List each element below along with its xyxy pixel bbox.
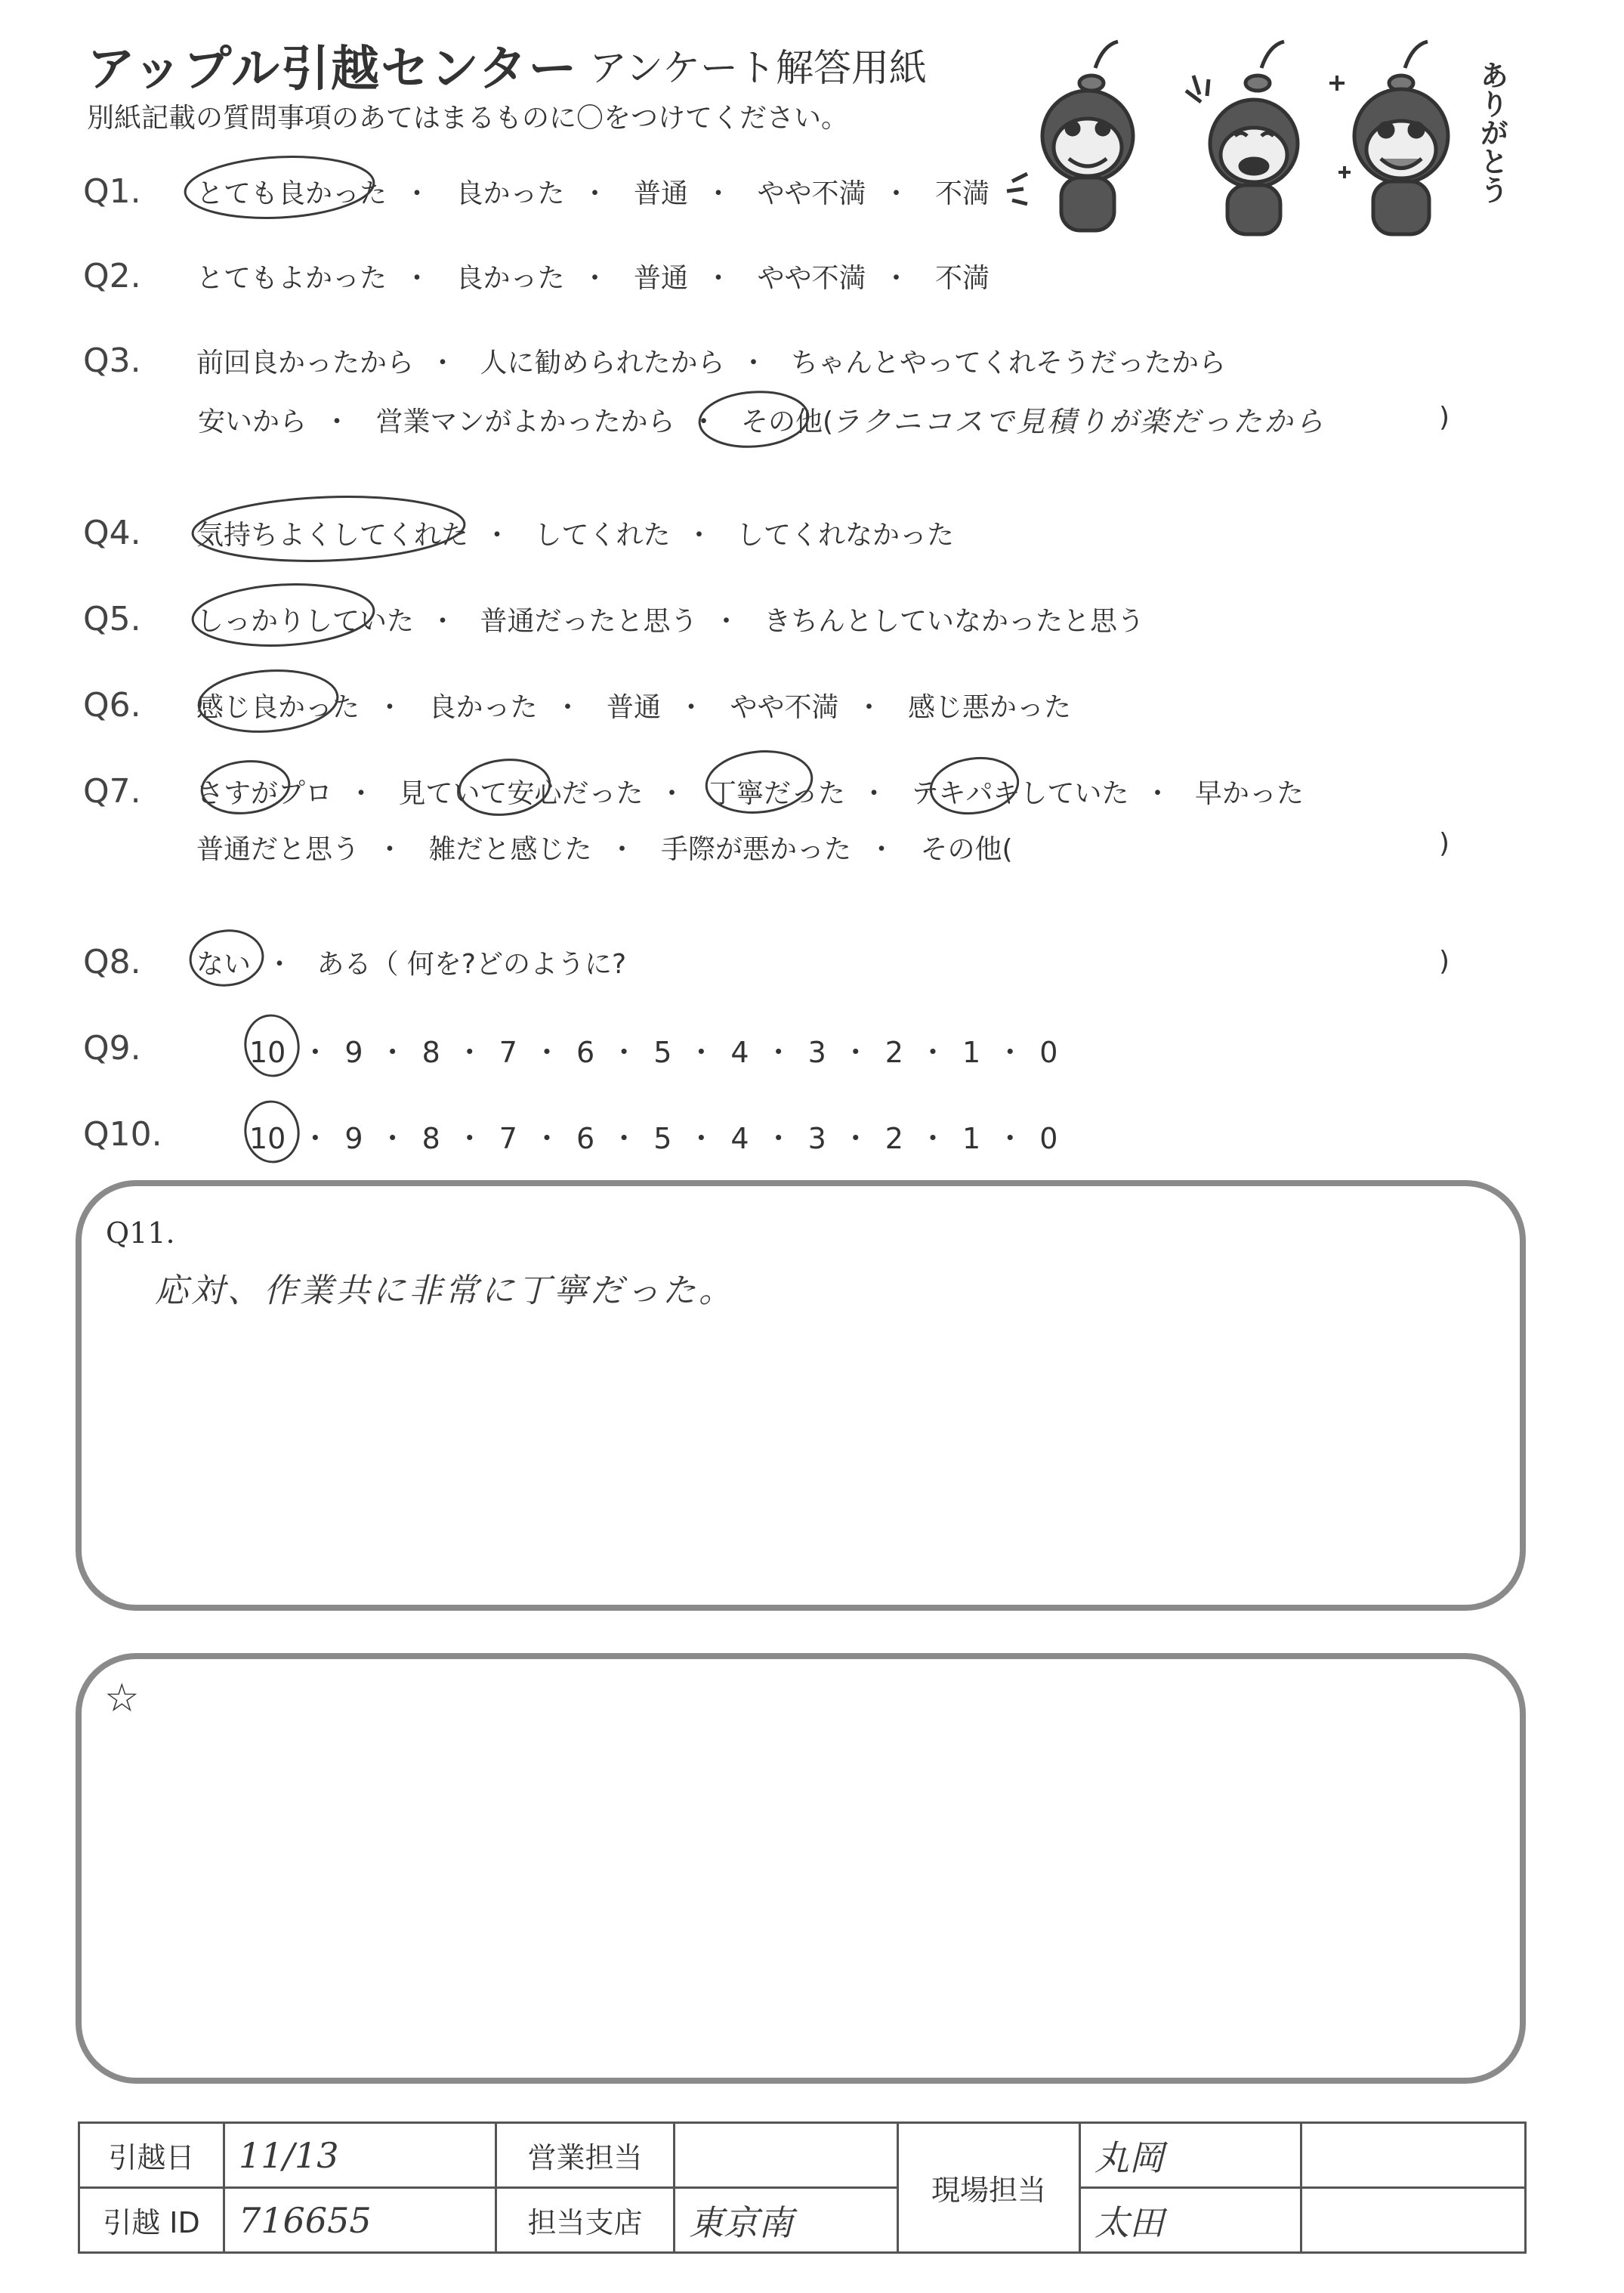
q10-score-6[interactable]: 6: [576, 1122, 595, 1155]
form-title: アンケート解答用紙: [589, 46, 927, 90]
q4-label: Q4.: [83, 514, 141, 552]
q7-option-3[interactable]: 丁寧だった: [709, 778, 845, 809]
q5-option-2[interactable]: 普通だったと思う: [480, 606, 698, 637]
q9-score-0[interactable]: 0: [1039, 1036, 1058, 1069]
q3-option-3[interactable]: ちゃんとやってくれそうだったから: [790, 348, 1226, 379]
site-staff-1[interactable]: 丸岡: [1080, 2123, 1301, 2188]
q7-option-4[interactable]: テキパキしていた: [911, 778, 1129, 809]
q10-score-5[interactable]: 5: [653, 1122, 672, 1155]
q8-option-yes[interactable]: ある（ 何を?どのように?: [316, 949, 627, 980]
q7-option-5[interactable]: 早かった: [1194, 778, 1304, 809]
scale-separator: ・: [841, 1122, 870, 1155]
q7-option-7[interactable]: 雑だと感じた: [428, 834, 592, 865]
sales-rep-value[interactable]: [675, 2123, 898, 2188]
q2-option-3[interactable]: 普通: [633, 263, 688, 294]
q5-option-3[interactable]: きちんとしていなかったと思う: [763, 606, 1144, 637]
q8-close-paren: ): [1439, 946, 1450, 977]
branch-value[interactable]: 東京南: [675, 2188, 898, 2253]
branch-label: 担当支店: [496, 2188, 675, 2253]
q6-options: 感じ良かった ・ 良かった ・ 普通 ・ やや不満 ・ 感じ悪かった: [196, 686, 1071, 725]
q2-label: Q2.: [83, 257, 141, 295]
site-staff-extra-1[interactable]: [1301, 2123, 1526, 2188]
scale-separator: ・: [764, 1122, 793, 1155]
q9-score-5[interactable]: 5: [653, 1036, 672, 1069]
q6-option-1[interactable]: 感じ良かった: [196, 692, 360, 723]
q10-label: Q10.: [83, 1115, 162, 1154]
q3-option-other[interactable]: その他(: [740, 406, 834, 437]
footer-info-table: [78, 2121, 1527, 2254]
scale-separator: ・: [996, 1036, 1025, 1069]
scale-separator: ・: [455, 1036, 484, 1069]
company-name: アップル引越センター: [87, 42, 579, 97]
scale-separator: ・: [841, 1036, 870, 1069]
q4-options: 気持ちよくしてくれた ・ してくれた ・ してくれなかった: [196, 514, 954, 552]
q7-label: Q7.: [83, 772, 141, 811]
q3-other-handwritten[interactable]: ラクニコスで見積りが楽だったから: [831, 405, 1326, 438]
q6-option-4[interactable]: やや不満: [730, 692, 839, 723]
q7-option-1[interactable]: さすがプロ: [196, 778, 333, 809]
q9-score-6[interactable]: 6: [576, 1036, 595, 1069]
q2-option-5[interactable]: 不満: [934, 263, 990, 294]
q8-option-no[interactable]: ない: [196, 949, 252, 980]
q6-option-3[interactable]: 普通: [606, 692, 661, 723]
q6-option-5[interactable]: 感じ悪かった: [907, 692, 1071, 723]
q1-option-2[interactable]: 良かった: [455, 178, 565, 209]
q7-options-line1: さすがプロ ・ 見ていて安心だった ・ 丁寧だった ・ テキパキしていた ・ 早かった: [196, 772, 1304, 811]
q9-score-4[interactable]: 4: [730, 1036, 749, 1069]
q10-score-9[interactable]: 9: [344, 1122, 363, 1155]
q9-score-10[interactable]: 10: [249, 1036, 286, 1069]
q1-option-1[interactable]: とても良かった: [196, 178, 387, 209]
scale-separator: ・: [687, 1122, 716, 1155]
q10-score-3[interactable]: 3: [807, 1122, 826, 1155]
q9-score-3[interactable]: 3: [807, 1036, 826, 1069]
scale-separator: ・: [378, 1036, 407, 1069]
q5-options: しっかりしていた ・ 普通だったと思う ・ きちんとしていなかったと思う: [196, 600, 1144, 638]
q1-option-4[interactable]: やや不満: [757, 178, 866, 209]
q7-option-2[interactable]: 見ていて安心だった: [398, 778, 644, 809]
mascot-laughing-icon: [1186, 42, 1298, 234]
q10-score-4[interactable]: 4: [730, 1122, 749, 1155]
q7-close-paren: ): [1439, 828, 1450, 859]
scale-separator: ・: [301, 1122, 330, 1155]
q10-score-8[interactable]: 8: [421, 1122, 440, 1155]
q10-score-0[interactable]: 0: [1039, 1122, 1058, 1155]
scale-separator: ・: [301, 1036, 330, 1069]
q9-label: Q9.: [83, 1029, 141, 1068]
q6-label: Q6.: [83, 686, 141, 725]
q4-option-1[interactable]: 気持ちよくしてくれた: [196, 520, 469, 551]
q1-option-5[interactable]: 不満: [934, 178, 990, 209]
q6-option-2[interactable]: 良かった: [428, 692, 538, 723]
q11-comment-box[interactable]: [76, 1180, 1526, 1611]
mascot-bowing-icon: [1007, 42, 1133, 230]
site-staff-label: 現場担当: [898, 2123, 1080, 2253]
q4-option-2[interactable]: してくれた: [534, 520, 671, 551]
site-staff-2[interactable]: 太田: [1080, 2188, 1301, 2253]
q3-label: Q3.: [83, 341, 141, 380]
scale-separator: ・: [918, 1122, 947, 1155]
q3-option-5[interactable]: 営業マンがよかったから: [375, 406, 675, 437]
q4-option-3[interactable]: してくれなかった: [736, 520, 954, 551]
scale-separator: ・: [610, 1122, 639, 1155]
q10-score-7[interactable]: 7: [499, 1122, 517, 1155]
q10-score-10[interactable]: 10: [249, 1122, 286, 1155]
move-date-label: 引越日: [79, 2123, 224, 2188]
q10-score-1[interactable]: 1: [962, 1122, 981, 1155]
q11-handwritten-comment[interactable]: 応対、作業共に非常に丁寧だった。: [155, 1272, 735, 1310]
q3-options-line1: 前回良かったから ・ 人に勧められたから ・ ちゃんとやってくれそうだったから: [196, 341, 1226, 380]
scale-separator: ・: [996, 1122, 1025, 1155]
q2-option-2[interactable]: 良かった: [455, 263, 565, 294]
q3-options-line2: 安いから ・ 営業マンがよかったから ・ その他(: [198, 400, 833, 439]
q5-label: Q5.: [83, 600, 141, 638]
scale-separator: ・: [532, 1036, 561, 1069]
scale-separator: ・: [610, 1036, 639, 1069]
q3-close-paren: ): [1439, 402, 1450, 433]
star-icon: ☆: [104, 1676, 140, 1721]
mascot-smiling-icon: [1329, 42, 1448, 234]
mascot-thanks-text: ありがとう: [1475, 60, 1508, 204]
q9-score-8[interactable]: 8: [421, 1036, 440, 1069]
scale-separator: ・: [455, 1122, 484, 1155]
q9-score-7[interactable]: 7: [499, 1036, 517, 1069]
sales-rep-label: 営業担当: [496, 2123, 675, 2188]
free-comment-box[interactable]: [76, 1653, 1526, 2084]
instruction-text: 別紙記載の質問事項のあてはまるものに〇をつけてください。: [87, 103, 849, 134]
q9-scale: [249, 1029, 1057, 1071]
move-date-value[interactable]: 11/13: [224, 2123, 496, 2188]
move-id-value[interactable]: 716655: [224, 2188, 496, 2253]
q9-score-9[interactable]: 9: [344, 1036, 363, 1069]
q7-option-6[interactable]: 普通だと思う: [196, 834, 360, 865]
q5-option-1[interactable]: しっかりしていた: [196, 606, 415, 637]
scale-separator: ・: [918, 1036, 947, 1069]
scale-separator: ・: [687, 1036, 716, 1069]
q2-option-4[interactable]: やや不満: [757, 263, 866, 294]
q9-score-1[interactable]: 1: [962, 1036, 981, 1069]
q3-option-4[interactable]: 安いから: [198, 406, 307, 437]
q11-label: Q11.: [106, 1216, 175, 1250]
q7-option-other[interactable]: その他(: [920, 834, 1013, 865]
q7-option-8[interactable]: 手際が悪かった: [660, 834, 851, 865]
q2-option-1[interactable]: とてもよかった: [196, 263, 387, 294]
q8-label: Q8.: [83, 943, 141, 981]
q10-scale: [249, 1115, 1057, 1157]
q3-option-1[interactable]: 前回良かったから: [196, 348, 415, 379]
q9-score-2[interactable]: 2: [885, 1036, 903, 1069]
q10-score-2[interactable]: 2: [885, 1122, 903, 1155]
q1-option-3[interactable]: 普通: [633, 178, 688, 209]
scale-separator: ・: [764, 1036, 793, 1069]
site-staff-extra-2[interactable]: [1301, 2188, 1526, 2253]
q3-option-2[interactable]: 人に勧められたから: [480, 348, 725, 379]
scale-separator: ・: [532, 1122, 561, 1155]
q8-options: ない ・ ある（ 何を?どのように?: [196, 943, 626, 981]
scale-separator: ・: [378, 1122, 407, 1155]
mascot-illustration: [982, 23, 1541, 249]
q1-options: とても良かった ・ 良かった ・ 普通 ・ やや不満 ・ 不満: [196, 172, 990, 211]
q2-options: とてもよかった ・ 良かった ・ 普通 ・ やや不満 ・ 不満: [196, 257, 990, 295]
move-id-label: 引越 ID: [79, 2188, 224, 2253]
q7-options-line2: 普通だと思う ・ 雑だと感じた ・ 手際が悪かった ・ その他(: [196, 828, 1013, 867]
q1-label: Q1.: [83, 172, 141, 211]
